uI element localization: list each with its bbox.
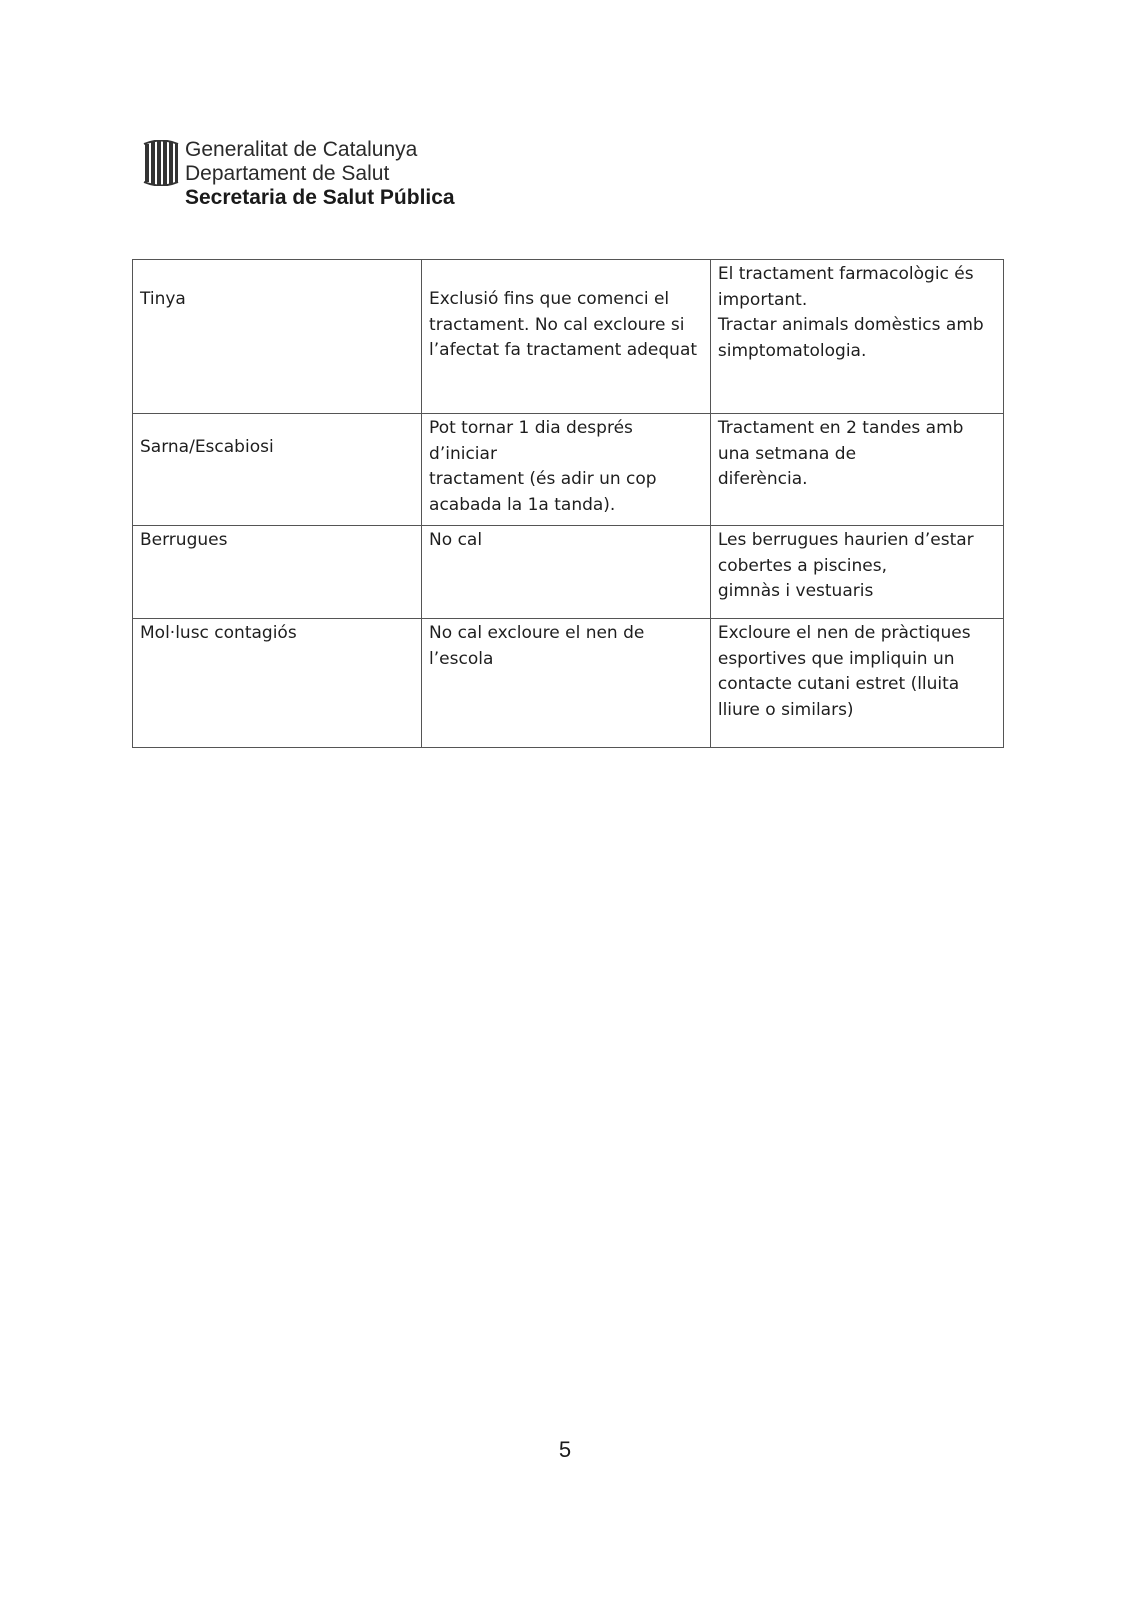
exclusion-cell: [422, 526, 711, 619]
condition-text: Sarna/Escabiosi: [140, 437, 274, 457]
notes-line: contacte cutani estret (lluita: [717, 674, 960, 694]
condition-text: Berrugues: [140, 530, 228, 550]
notes-line: lliure o similars): [717, 699, 854, 720]
exclusion-line: Exclusió fins que comenci el: [429, 289, 670, 309]
condition-cell: [133, 526, 422, 619]
notes-line: cobertes a piscines,: [717, 555, 887, 576]
exclusion-line: l’afectat fa tractament adequat: [429, 340, 698, 360]
condition-cell: [133, 619, 422, 748]
condition-cell: [133, 260, 422, 414]
exclusion-line: Pot tornar 1 dia després d’iniciar: [429, 418, 633, 464]
letterhead: [143, 138, 455, 210]
notes-line: El tractament farmacològic és: [717, 264, 974, 284]
condition-cell: [133, 414, 422, 526]
condition-text: Tinya: [140, 289, 186, 309]
notes-line: important.: [717, 289, 808, 310]
exclusion-line: No cal excloure el nen de: [429, 623, 645, 643]
notes-line: diferència.: [717, 469, 808, 489]
table-row: [133, 260, 1004, 414]
exclusion-cell: [422, 414, 711, 526]
table-row: [133, 526, 1004, 619]
notes-cell: [710, 526, 1003, 619]
exclusion-line: tractament. No cal excloure si: [429, 314, 685, 335]
notes-line: Excloure el nen de pràctiques: [717, 623, 971, 643]
notes-line: una setmana de: [717, 443, 857, 464]
department-name: Departament de Salut: [185, 162, 390, 185]
notes-cell: [710, 414, 1003, 526]
table-row: [133, 414, 1004, 526]
exclusion-line: tractament (és adir un cop: [429, 469, 657, 489]
notes-cell: [710, 260, 1003, 414]
notes-line: gimnàs i vestuaris: [717, 581, 874, 601]
condition-text: Mol·lusc contagiós: [140, 623, 297, 643]
exclusion-line: acabada la 1a tanda).: [429, 494, 616, 515]
exclusion-line: l’escola: [429, 648, 494, 669]
exclusion-line: No cal: [429, 530, 483, 550]
generalitat-senyera-logo-icon: [143, 140, 179, 186]
notes-line: esportives que impliquin un: [717, 648, 955, 669]
notes-line: Tractar animals domèstics amb: [717, 315, 984, 335]
notes-line: Tractament en 2 tandes amb: [717, 418, 964, 438]
exclusion-table: [132, 259, 1004, 748]
page-number: 5: [558, 1437, 572, 1462]
institution-name: Generalitat de Catalunya: [185, 138, 418, 161]
secretariat-name: Secretaria de Salut Pública: [185, 186, 455, 209]
table-row: [133, 619, 1004, 748]
exclusion-cell: [422, 619, 711, 748]
notes-line: simptomatologia.: [717, 340, 867, 361]
notes-line: Les berrugues haurien d’estar: [717, 530, 974, 550]
exclusion-cell: [422, 260, 711, 414]
notes-cell: [710, 619, 1003, 748]
